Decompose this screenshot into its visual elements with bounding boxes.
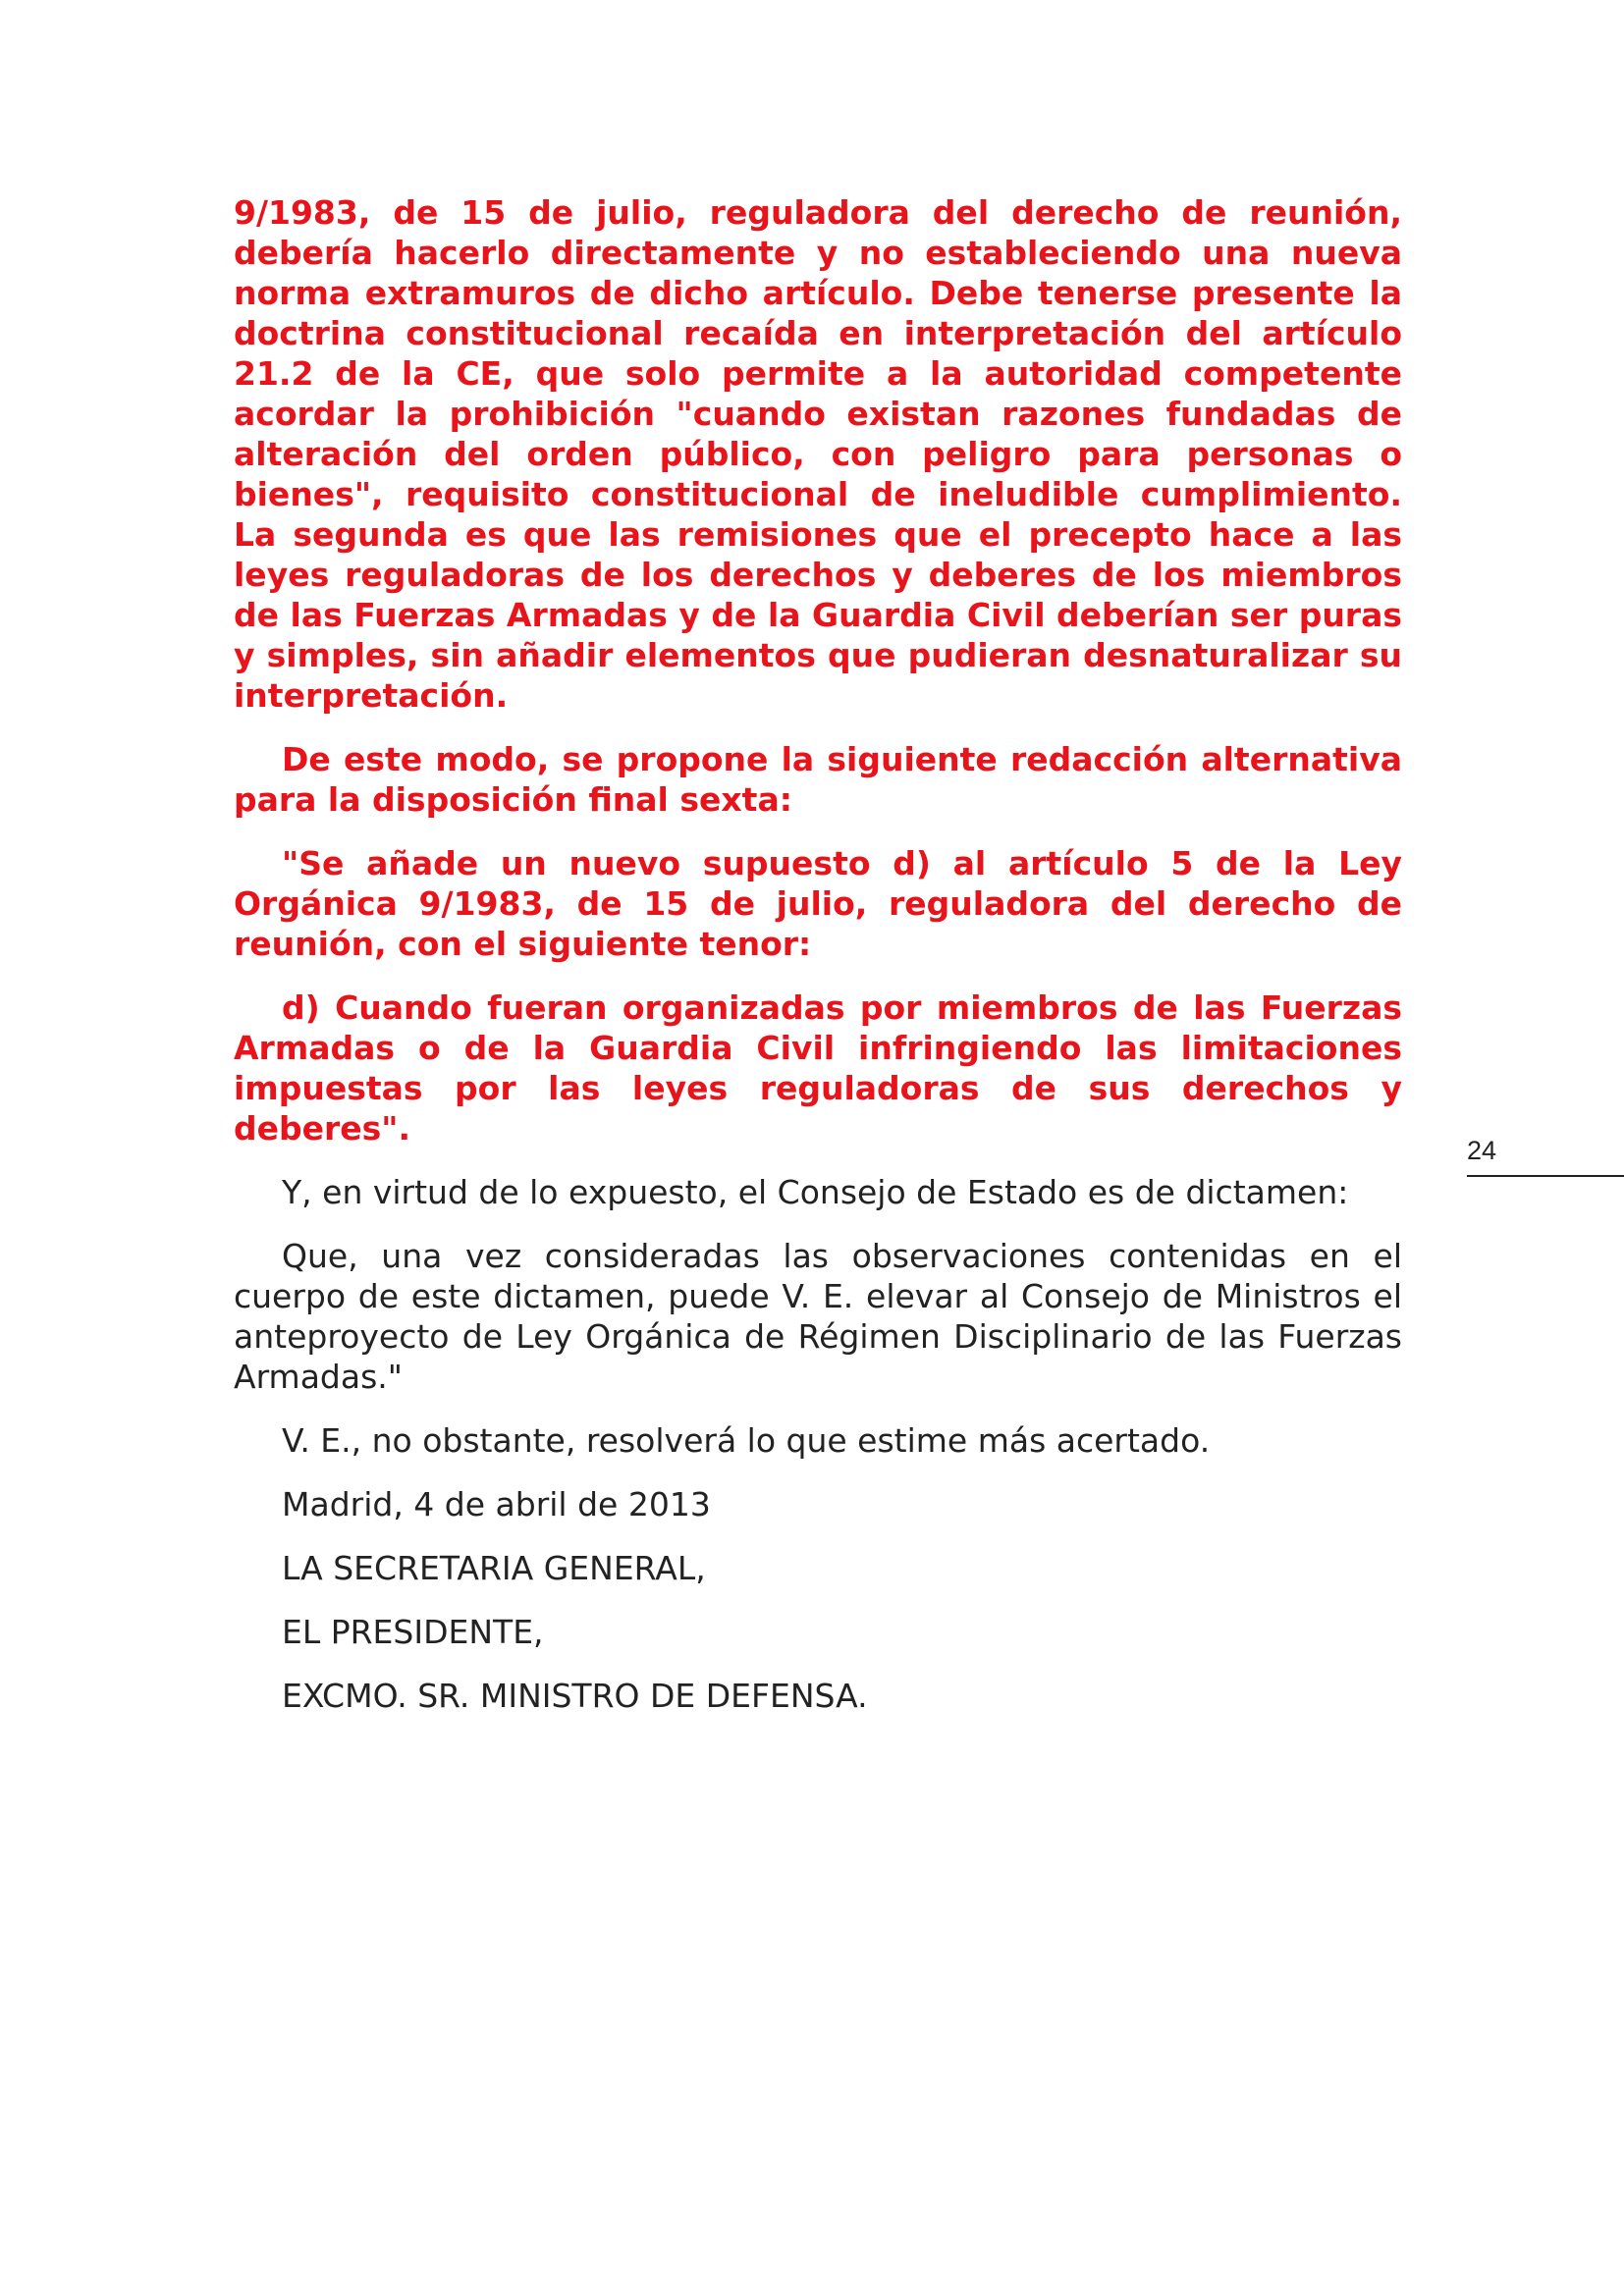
paragraph-conclusion-intro: Y, en virtud de lo expuesto, el Consejo de Estado es de dictamen: (282, 1173, 1349, 1211)
page-number: 24 (1467, 1136, 1497, 1165)
paragraph-proposed-text: "Se añade un nuevo supuesto d) al artículo 5 de la Ley Orgánica 9/1983, de 15 de julio, reguladora del derecho de reunión, con el siguiente tenor: (234, 844, 1402, 963)
addressee: EXCMO. SR. MINISTRO DE DEFENSA. (282, 1677, 868, 1715)
paragraph-proposed-item-d: d) Cuando fueran organizadas por miembros de las Fuerzas Armadas o de la Guardia Civil infringiendo las limitaciones impuestas por las leyes reguladoras de sus derechos y deberes". (234, 988, 1402, 1148)
body-text (234, 192, 1402, 1739)
signature-president: EL PRESIDENTE, (282, 1613, 544, 1651)
signature-secretary: LA SECRETARIA GENERAL, (282, 1549, 706, 1587)
page-number-rule (1467, 1175, 1624, 1177)
paragraph-proposal-intro: De este modo, se propone la siguiente redacción alternativa para la disposición final sexta: (234, 740, 1402, 819)
paragraph-dictamen: Que, una vez consideradas las observaciones contenidas en el cuerpo de este dictamen, puede V. E. elevar al Consejo de Ministros el anteproyecto de Ley Orgánica de Régimen Disciplinario de las Fuerzas Armadas." (234, 1237, 1402, 1396)
paragraph-continuation: 9/1983, de 15 de julio, reguladora del derecho de reunión, debería hacerlo directamente y no estableciendo una nueva norma extramuros de dicho artículo. Debe tenerse presente la doctrina constitucional recaída en interpretación del artículo 21.2 de la CE, que solo permite a la autoridad competente acordar la prohibición "cuando existan razones fundadas de alteración del orden público, con peligro para personas o bienes", requisito constitucional de ineludible cumplimiento. La segunda es que las remisiones que el precepto hace a las leyes reguladoras de los derechos y deberes de los miembros de las Fuerzas Armadas y de la Guardia Civil deberían ser puras y simples, sin añadir elementos que pudieran desnaturalizar su interpretación. (234, 193, 1402, 715)
paragraph-resolution: V. E., no obstante, resolverá lo que estime más acertado. (282, 1421, 1211, 1460)
place-date: Madrid, 4 de abril de 2013 (282, 1485, 711, 1523)
